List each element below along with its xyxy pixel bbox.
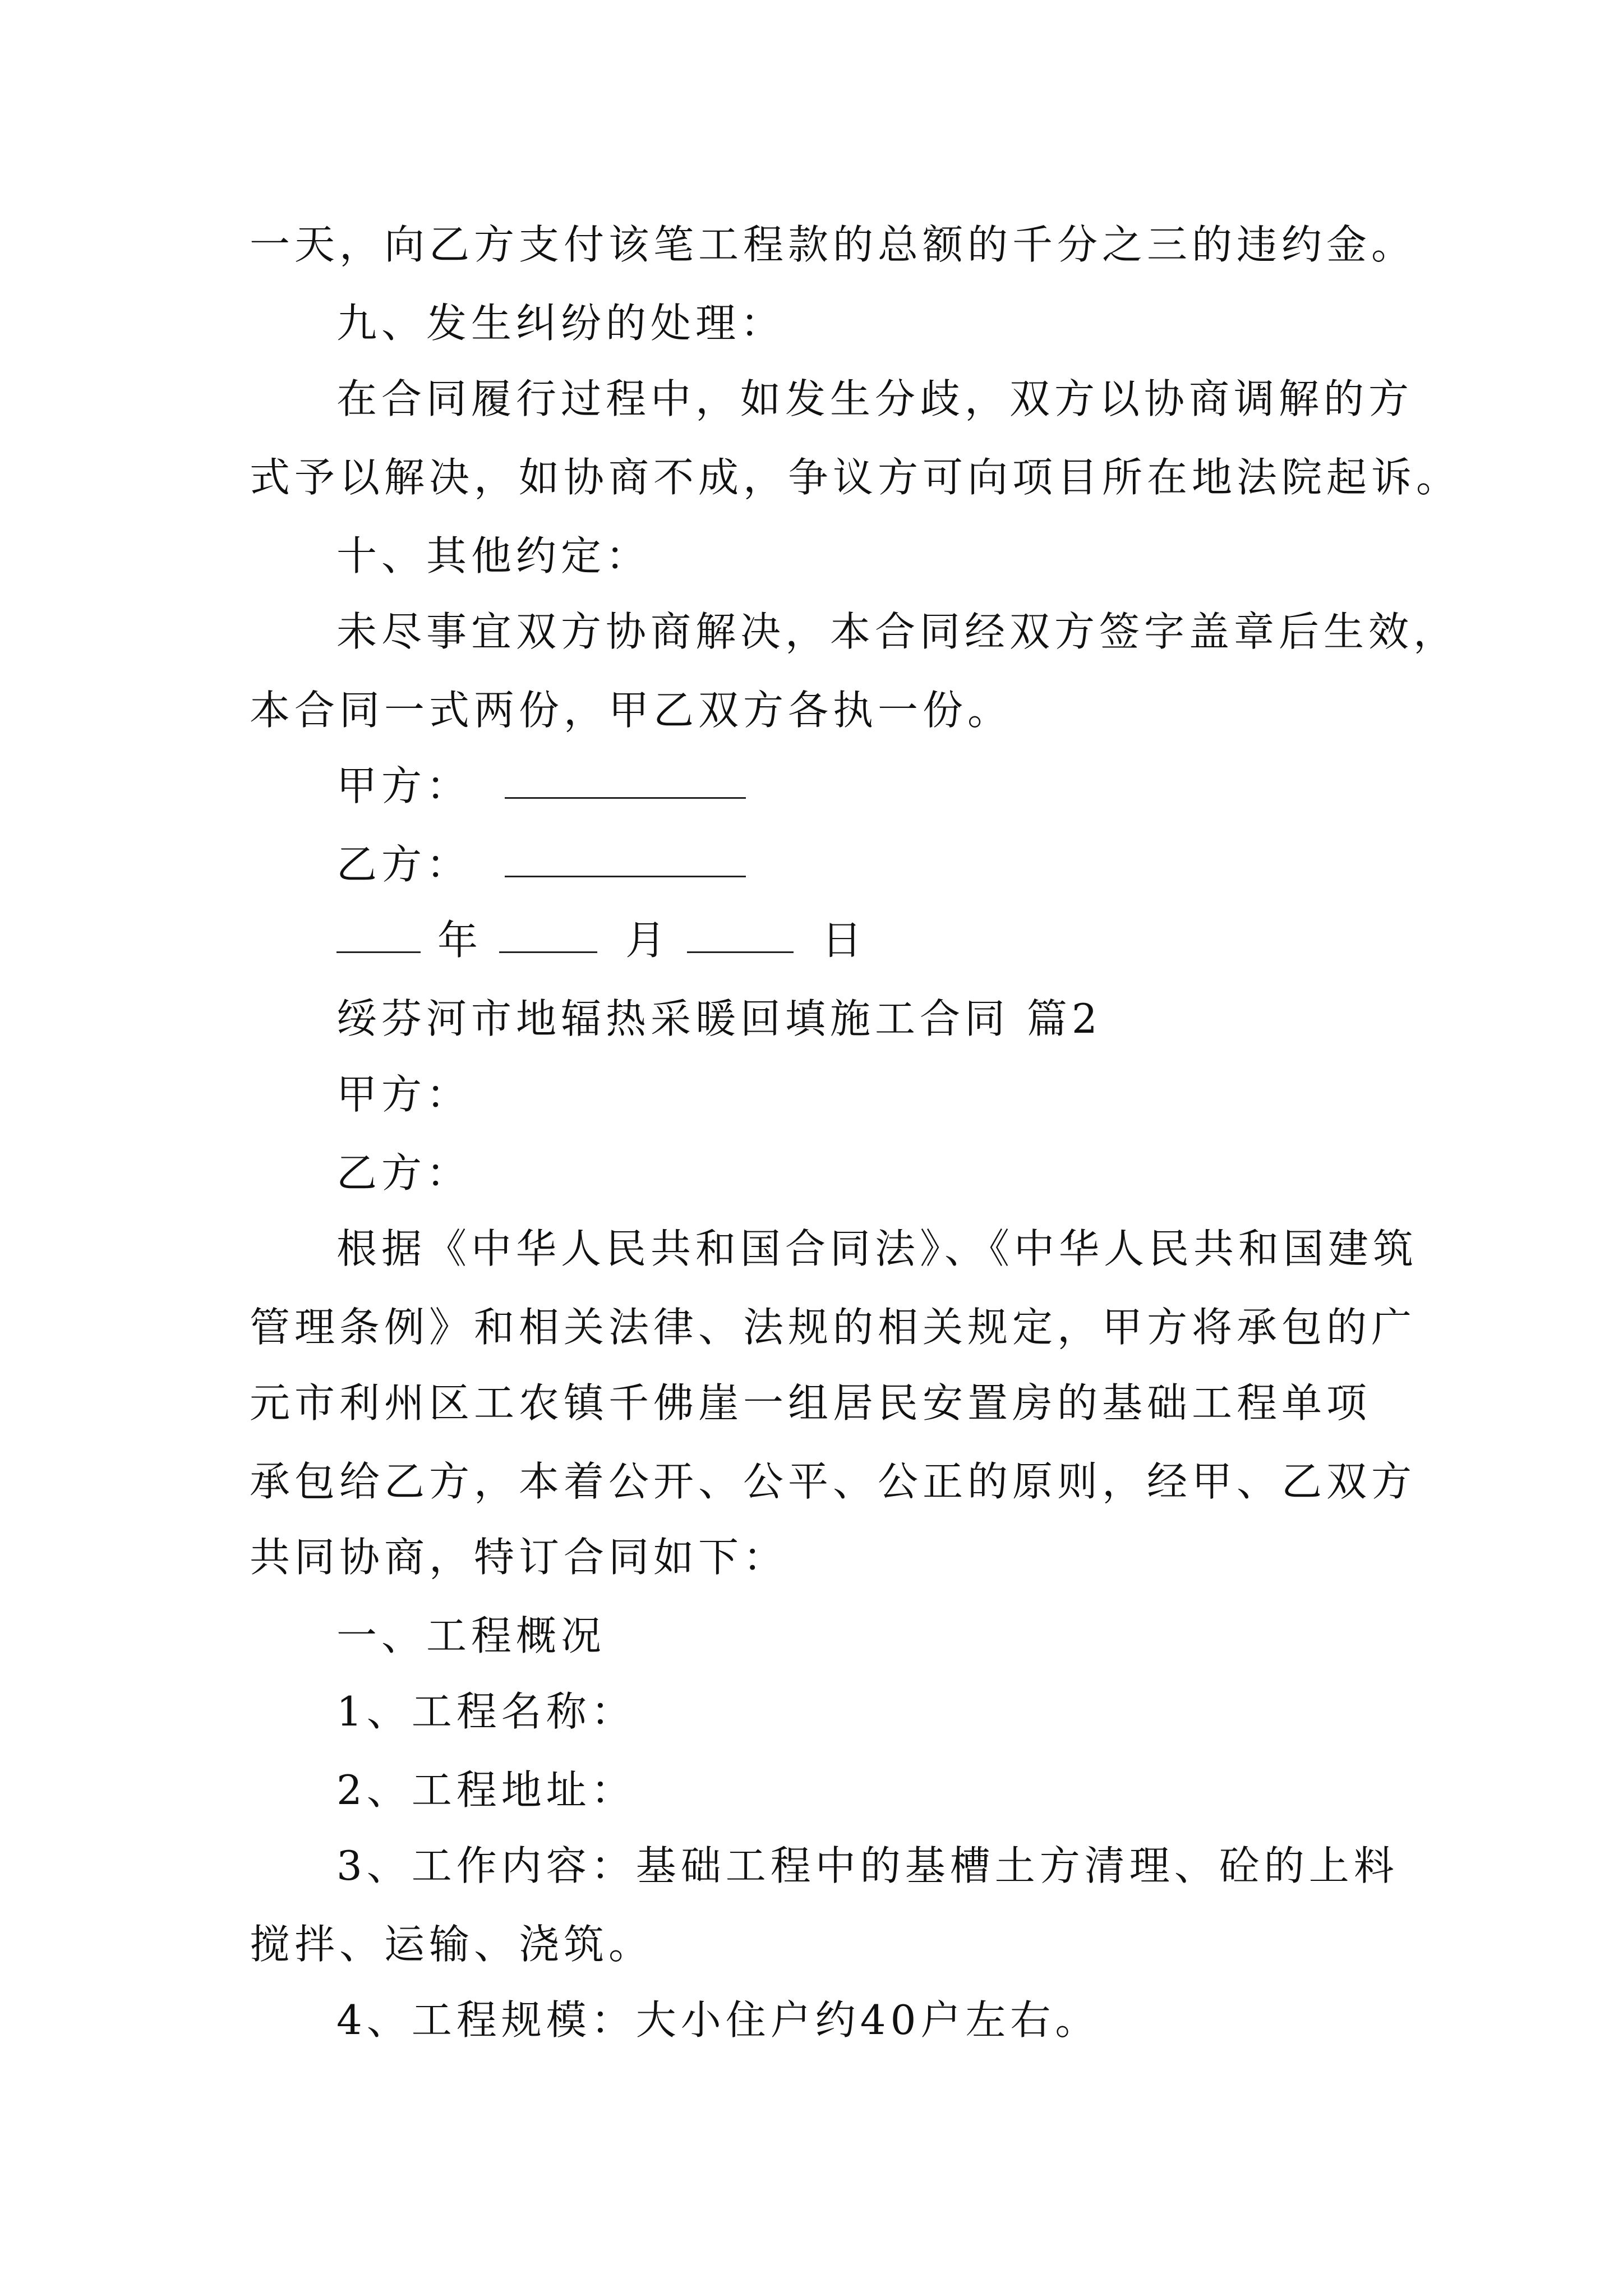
list-item: 4、工程规模：大小住户约40户左右。 [336,1996,1100,2044]
party-a-line: 甲方： [336,1071,472,1118]
day-blank [687,949,794,953]
month-label: 月 [625,917,671,964]
day-label: 日 [822,917,867,964]
party-b-signature-blank [505,873,746,877]
signature-party-a [336,762,746,809]
section-heading: 十、其他约定： [336,532,651,579]
text-line: 搅拌、运输、浇筑。 [250,1921,654,1968]
signature-party-b [336,841,746,888]
list-item: 3、工作内容：基础工程中的基槽土方清理、砼的上料 [336,1842,1399,1889]
section-heading: 一、工程概况 [336,1612,606,1659]
text-line: 管理条例》和相关法律、法规的相关规定，甲方将承包的广 [250,1304,1417,1351]
list-item: 1、工程名称： [336,1688,636,1735]
contract-title: 绥芬河市地辐热采暖回填施工合同 篇2 [336,995,1102,1042]
year-blank [336,949,421,953]
section-heading: 九、发生纠纷的处理： [336,300,786,347]
year-label: 年 [437,917,483,964]
text-line: 在合同履行过程中，如发生分歧，双方以协商调解的方 [336,375,1414,422]
text-line: 元市利州区工农镇千佛崖一组居民安置房的基础工程单项 [250,1379,1372,1427]
text-line: 本合同一式两份，甲乙双方各执一份。 [250,687,1013,734]
text-line: 式予以解决，如协商不成，争议方可向项目所在地法院起诉。 [250,454,1461,501]
text-line: 共同协商，特订合同如下： [250,1534,789,1581]
party-b-label: 乙方： [336,841,472,888]
party-a-signature-blank [505,795,746,799]
party-b-line: 乙方： [336,1149,472,1197]
list-item: 2、工程地址： [336,1766,636,1814]
month-blank [499,949,597,953]
text-line: 一天，向乙方支付该笔工程款的总额的千分之三的违约金。 [250,221,1417,268]
text-line: 承包给乙方，本着公开、公平、公正的原则，经甲、乙双方 [250,1458,1417,1505]
party-a-label: 甲方： [336,762,472,809]
text-line: 未尽事宜双方协商解决，本合同经双方签字盖章后生效， [336,608,1459,655]
date-line [336,917,867,964]
text-line: 根据《中华人民共和国合同法》、《中华人民共和国建筑 [336,1225,1418,1272]
